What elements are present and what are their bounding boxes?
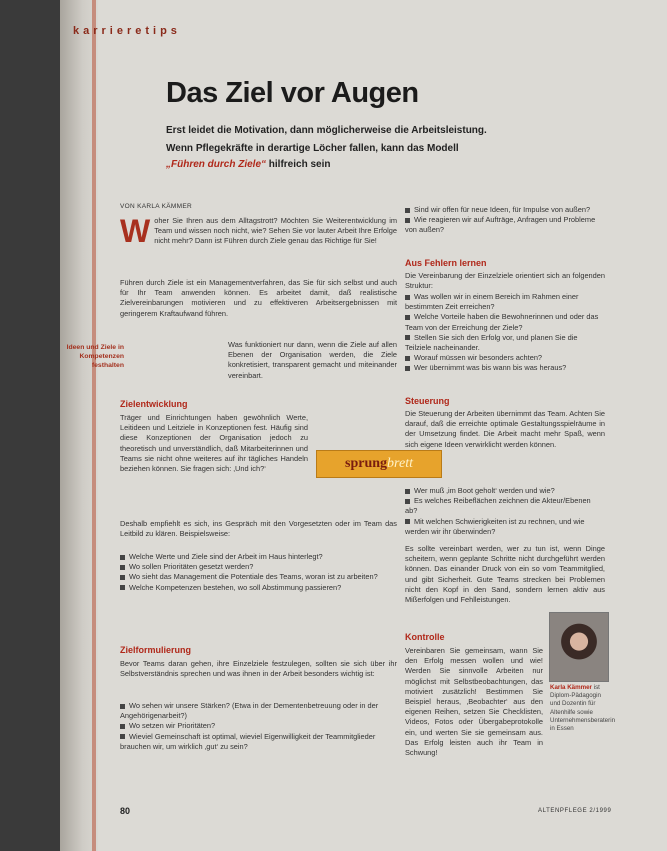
logo-part-1: sprung: [345, 456, 388, 471]
paragraph-c2-4: Vereinbaren Sie gemeinsam, wann Sie den Erfolg messen wollen und wie! Werden Sie sinnvolle Arbeiten nur möglichst mit Selbstbeobachtungen, das motiviert zusätzlich! Bestimmen Sie Beispiel heraus, ‚Beobachter‘ aus den eigenen Reihen, setzen Sie Checklisten, Videos, Fotos oder Übergabeprotokolle ein, und werten Sie sie gemeinsam aus. Das Erfolg leisten auch ihr Team in Schwung!: [405, 646, 543, 758]
lead-line-1: Erst leidet die Motivation, dann möglicherweise die Arbeitsleistung.: [166, 125, 487, 136]
paragraph-3: Was funktioniert nur dann, wenn die Ziele auf allen Ebenen der Organisation werden, die Ziele konkretisiert, transparent gemacht und miteinander vereinbart.: [228, 340, 397, 380]
column-2-p2-block: [405, 409, 605, 450]
bullet-square-icon: [405, 218, 410, 223]
paragraph-6: Bevor Teams daran gehen, ihre Einzelziele festzulegen, sollten sie sich über ihr Selbstverständnis sprechen und was ihnen in der Arbeit besonders wichtig ist:: [120, 659, 397, 679]
section-rubric: karrieretips: [73, 25, 181, 37]
list-item: Welche Vorteile haben die Bewohnerinnen und oder das Team von der Erreichung der Ziele?: [405, 312, 599, 332]
drop-cap: W: [120, 213, 151, 249]
list-item: Wieviel Gemeinschaft ist optimal, wieviel Eigenwilligkeit der Teammitglieder brauchen wir, um wirklich ‚gut‘ zu sein?: [120, 731, 376, 751]
intro-paragraph: oher Sie Ihren aus dem Alltagstrott? Möchten Sie Weiterentwicklung im Team und wissen noch nicht, wie? Sehen Sie vor lauter Arbeit Ihre Erfolge nicht mehr? Dann ist Führen durch Ziele genau das Richtige für Sie!: [154, 216, 397, 246]
list-item: Wo sehen wir unsere Stärken? (Etwa in der Dementenbetreuung oder in der Angehörigenarbeit?): [120, 701, 379, 721]
paragraph-c2-3: Es sollte vereinbart werden, wer zu tun ist, wenn Dinge scheitern, wenn geplante Schritte nicht durchgeführt werden können. Das einander Druck von ein so vom Teammitglied, und gibt Sicherheit. Gute Teams strecken bei Problemen nicht den Kopf in den Sand, sondern lernen aktiv aus Mißerfolgen und Fehlleistungen.: [405, 544, 605, 605]
heading-steuerung: Steuerung: [405, 396, 450, 406]
bullet-square-icon: [405, 315, 410, 320]
column-1-p5-block: [120, 519, 397, 539]
list-item: Worauf müssen wir besonders achten?: [405, 353, 605, 363]
column-1-p3-block: [228, 340, 397, 381]
column-2-p1-block: [405, 271, 605, 291]
lead-emphasis: „Führen durch Ziele“: [166, 159, 267, 170]
bullet-square-icon: [120, 734, 125, 739]
lead-line-3: [166, 158, 586, 172]
article-title: Das Ziel vor Augen: [166, 77, 419, 109]
heading-aus-fehlern-lernen: Aus Fehlern lernen: [405, 258, 487, 268]
bullet-square-icon: [405, 519, 410, 524]
bullet-square-icon: [120, 585, 125, 590]
list-item: Mit welchen Schwierigkeiten ist zu rechnen, und wie werden wir ihr überwinden?: [405, 516, 585, 536]
lead-line-3-rest: hilfreich sein: [266, 159, 331, 170]
bullet-square-icon: [120, 575, 125, 580]
bullet-square-icon: [405, 335, 410, 340]
heading-zielformulierung: Zielformulierung: [120, 645, 192, 655]
list-item: Welche Werte und Ziele sind der Arbeit im Haus hinterlegt?: [120, 552, 397, 562]
paragraph-2: Führen durch Ziele ist ein Managementverfahren, das Sie für sich selbst und auch für Ihr Team anwenden können. Es arbeitet damit, daß realistische Zielvereinbarungen motivieren und zu effektiveren Arbeitsergebnissen mit geringerem Kraftaufwand führen.: [120, 278, 397, 318]
list-item: Welche Kompetenzen bestehen, wo soll Abstimmung passieren?: [120, 583, 397, 593]
list-item: Stellen Sie sich den Erfolg vor, und planen Sie die Teilziele nacheinander.: [405, 332, 578, 353]
bullet-square-icon: [120, 724, 125, 729]
logo-part-2: brett: [387, 456, 413, 471]
column-1-p2-block: [120, 278, 397, 319]
list-item: Wie reagieren wir auf Aufträge, Anfragen und Probleme von außen?: [405, 215, 596, 235]
bullet-square-icon: [120, 704, 125, 709]
bullet-square-icon: [120, 565, 125, 570]
paragraph-4: Träger und Einrichtungen haben gewöhnlich Werte, Leitideen und Leitziele in Konzeptionen fest. Häufig sind diese Konzeptionen der Organisation jedoch zu theoretisch und unverständlich, daß Mitarbeiterinnen und Teams sie nicht ohne weiteres auf ihr tägliches Handeln beziehen können. Sie fragen sich: ‚Und ich?‘: [120, 413, 308, 474]
byline: VON KARLA KÄMMER: [120, 203, 192, 210]
bullet-list-1: [120, 552, 397, 593]
paragraph-c2-1: Die Vereinbarung der Einzelziele orientiert sich an folgenden Struktur:: [405, 271, 605, 291]
bullet-square-icon: [405, 499, 410, 504]
list-item: Sind wir offen für neue Ideen, für Impulse von außen?: [405, 205, 605, 215]
bullet-square-icon: [405, 489, 410, 494]
list-item: Wo sieht das Management die Potentiale des Teams, woran ist zu arbeiten?: [120, 572, 397, 582]
column-1-intro: [120, 213, 397, 249]
sprungbrett-logo: [316, 450, 442, 478]
paragraph-5: Deshalb empfiehlt es sich, ins Gespräch mit den Vorgesetzten oder im Team das Leitbild zu klären. Beispielsweise:: [120, 519, 397, 539]
bullet-square-icon: [405, 295, 410, 300]
list-item: Wo setzen wir Prioritäten?: [120, 721, 397, 731]
author-bio: ist Diplom-Pädagogin und Dozentin für Altenhilfe sowie Unternehmensberaterin in Essen: [550, 684, 616, 733]
list-item: Wer übernimmt was bis wann bis was heraus?: [405, 363, 605, 373]
page-number: 80: [120, 806, 131, 816]
bullet-square-icon: [405, 208, 410, 213]
list-item: Wer muß ‚im Boot geholt‘ werden und wie?: [405, 486, 605, 496]
magazine-footer: ALTENPFLEGE 2/1999: [538, 808, 612, 814]
paragraph-c2-2: Die Steuerung der Arbeiten übernimmt das Team. Achten Sie darauf, daß die erreichte optimale Gestaltungsspielräume in der Umsetzung findet. Die Arbeit macht mehr Spaß, wenn sich eigene Ideen verwirklicht werden können.: [405, 409, 605, 449]
page-edge-stripe: [92, 0, 96, 851]
column-1-p4-block: [120, 413, 308, 474]
heading-kontrolle: Kontrolle: [405, 632, 445, 642]
lead-line-2: Wenn Pflegekräfte in derartige Löcher fallen, kann das Modell: [166, 143, 459, 154]
bullet-square-icon: [120, 555, 125, 560]
list-item: Wo sollen Prioritäten gesetzt werden?: [120, 562, 397, 572]
column-1-p6-block: [120, 659, 397, 679]
author-caption: [550, 684, 616, 733]
bullet-square-icon: [405, 366, 410, 371]
bullet-list-top: [405, 205, 605, 236]
list-item: Es welches Reibeflächen zeichnen die Akteur/Ebenen ab?: [405, 496, 591, 516]
bullet-list-c2-2: [405, 486, 605, 537]
author-photo: [549, 612, 609, 682]
list-item: Was wollen wir in einem Bereich im Rahmen einer bestimmten Zeit erreichen?: [405, 292, 579, 312]
bullet-list-c2-1: [405, 292, 605, 374]
pull-quote: Ideen und Ziele in Kompetenzen festhalten: [66, 344, 124, 369]
column-2-p4-block: [405, 646, 543, 758]
bullet-square-icon: [405, 356, 410, 361]
heading-zielentwicklung: Zielentwicklung: [120, 399, 188, 409]
bullet-list-2: [120, 701, 397, 752]
author-name: Karla Kämmer: [550, 684, 592, 691]
column-2-p3-block: [405, 544, 605, 605]
